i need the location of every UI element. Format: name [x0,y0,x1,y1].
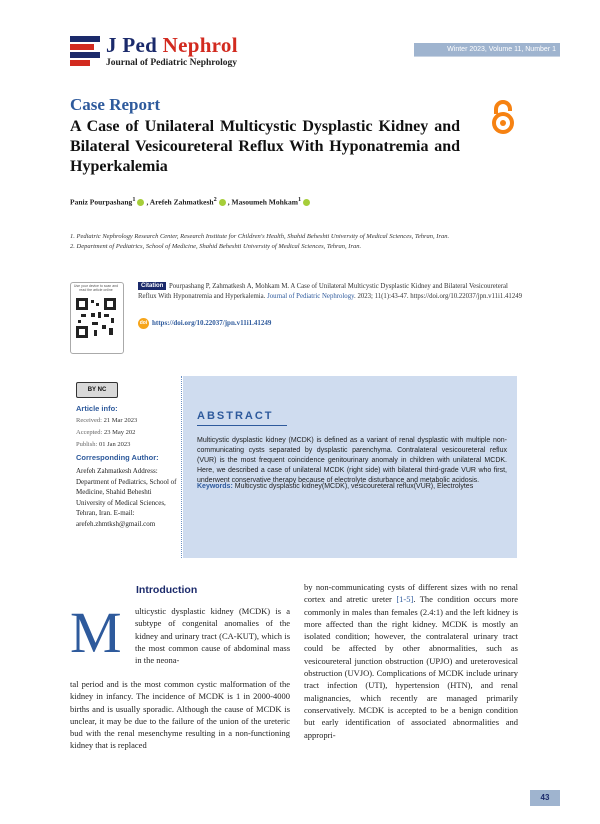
page-number: 43 [540,793,550,802]
author-sup: 1 [297,196,302,203]
publish-label: Publish: [76,441,98,448]
qr-label: Use your device to scan and read the article online [73,284,119,292]
accepted-value: 23 May 202 [103,429,136,436]
publish-value: 01 Jan 2023 [98,441,131,448]
keywords [197,482,507,492]
citation-label: Citation [138,282,166,290]
doi-icon: doi [138,318,149,329]
article-info-label: Article info: [76,404,118,413]
received-label: Received: [76,417,102,424]
right-text-after: . The condition occurs more commonly in males than females (2.4:1) and the left kidney is more affected than the right kidney. MCDK is mostly an isolated condition; however, the contralateral urinary tract could be affected by other abnormalities, such as vesicoureteral junction obstruction (UPJO) and ureterovesical obstruction (UVJO). Complications of MCDK include urinary tract infection (UTI), hypertension (HTN), and renal malignancies, which recently are managed primarily conservatively. MCDK is accepted to be a benign condition but early identification of associated abnormalities and appropri- [304,594,518,740]
author-name: Arefeh Zahmatkesh [149,197,214,207]
citation-text-after: . 2023; 11(1):43-47. https://doi.org/10.22037/jpn.v11i1.41249 [354,293,523,300]
author-sup: 2 [213,196,217,203]
journal-fullname: Journal of Pediatric Nephrology [106,58,237,68]
keywords-label: Keywords: [197,483,233,490]
accepted-label: Accepted: [76,429,103,436]
citation-text [138,282,528,302]
abstract-heading: ABSTRACT [197,410,274,422]
header-rule [414,56,560,57]
accepted-date [76,429,135,436]
qr-code-icon[interactable] [76,298,116,338]
article-title: A Case of Unilateral Multicystic Dysplastic Kidney and Bilateral Vesicoureteral Reflux With Hyponatremia and Hyperkalemia [70,118,460,175]
publish-date [76,441,130,448]
open-access-icon [490,100,516,134]
received-date [76,417,137,424]
reference-link[interactable]: [1-5] [396,594,414,605]
author-name: Paniz Pourpashang [70,197,133,207]
received-value: 21 Mar 2023 [103,417,138,424]
intro-paragraph-bottom: tal period and is the most common cystic malformation of the kidney in infancy. The incidence of MCDK is 1 in 2000-4000 births and is usually sporadic. Although the cause of MCDK is unclear, it may be due to the failure of the union of the ureteric bud with the renal mesenchyme resulting in a non-functioning kidney that is replaced [70,679,290,751]
journal-logo-icon [70,36,100,66]
citation-journal-link[interactable]: Journal of Pediatric Nephrology [267,293,355,300]
orcid-icon[interactable] [303,199,310,206]
author-name: Masoumeh Mohkam [231,197,298,207]
right-text-before: by non-communicating cysts of different sizes with no renal cortex and atretic ureter [304,582,518,605]
article-type: Case Report [70,95,161,114]
orcid-icon[interactable] [137,199,144,206]
keywords-value: Multicystic dysplastic kidney(MCDK), vesicoureteral reflux(VUR), Electrolytes [234,483,474,490]
doi-link[interactable]: https://doi.org/10.22037/jpn.v11i1.41249 [152,319,272,327]
citation-text-before: Pourpashang P, Zahmatkesh A, Mohkam M. A Case of Unilateral Multicystic Dysplastic Kidney and Bilateral Vesicoureteral Reflux With Hyponatremia and Hyperkalemia. [138,283,508,300]
corresponding-details: Arefeh Zahmatkesh Address: Department of Pediatrics, School of Medicine, Shahid Beheshti University of Medical Sciences, Tehran, Iran. E-mail: arefeh.zhmtksh@gmail.com [76,467,177,528]
introduction-heading: Introduction [136,584,198,596]
author-sup: 1 [132,196,136,203]
journal-title [106,33,238,58]
author-list: Paniz Pourpashang$^1$ , Arefeh Zahmatkesh$^2$ , Masoumeh Mohkam$^1$ [70,196,312,207]
orcid-icon[interactable] [219,199,226,206]
drop-cap: M [70,600,122,665]
corresponding-label: Corresponding Author: [76,453,159,462]
journal-prefix: J Ped [106,33,163,57]
journal-main: Nephrol [162,33,238,57]
affiliation-1: 1. Pediatric Nephrology Research Center, Research Institute for Children's Health, Shahid Beheshti University of Medical Sciences, Tehran, Iran. [70,233,450,240]
abstract-body: Multicystic dysplastic kidney (MCDK) is defined as a variant of renal dysplastic with multiple non-communicating cysts separated by dysplastic parenchyma. Contralateral vesicoureteral reflux (VUR) is the most frequent coincidence genitourinary anomaly in children with unilateral MCDK. Here, we described a case of unilateral MCDK (right side) with bilateral third-grade VUR who first, underwent conservative therapy because of electrolyte disturbance and metabolic acidosis. [197,437,507,484]
issue-info: Winter 2023, Volume 11, Number 1 [447,46,556,53]
cc-by-nc-icon[interactable]: BY NC [76,382,118,398]
abstract-rule [197,425,287,426]
affiliation-2: 2. Department of Pediatrics, School of Medicine, Shahid Beheshti University of Medical Sciences, Tehran, Iran. [70,243,362,250]
intro-paragraph-right [304,581,518,741]
intro-paragraph-top: ulticystic dysplastic kidney (MCDK) is a subtype of congenital anomalies of the kidney and urinary tract (CA-KUT), which is the most common cause of abdominal mass in the neona- [135,606,290,666]
